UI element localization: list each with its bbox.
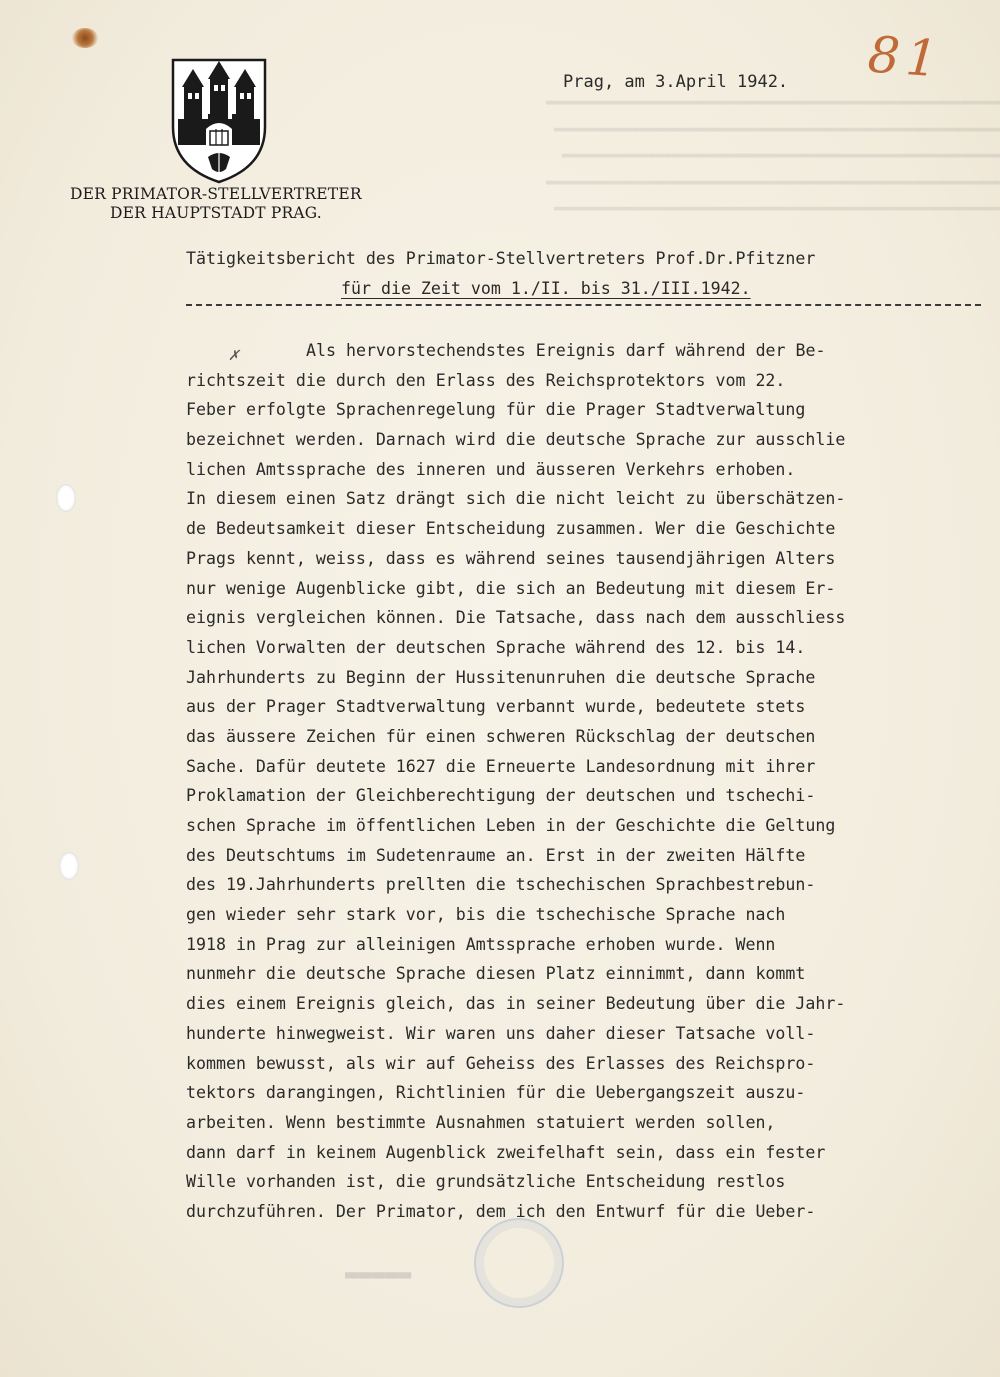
body-line: In diesem einen Satz drängt sich die nicht leicht zu überschätzen-: [186, 489, 846, 509]
rust-stain: [72, 28, 98, 48]
body-line: aus der Prager Stadtverwaltung verbannt wurde, bedeutete stets: [186, 697, 806, 717]
archive-stamp: [474, 1218, 564, 1308]
body-line: gen wieder sehr stark vor, bis die tschechische Sprache nach: [186, 905, 786, 925]
body-line: das äussere Zeichen für einen schweren Rückschlag der deutschen: [186, 726, 816, 746]
office-city: DER HAUPTSTADT PRAG.: [110, 204, 322, 222]
body-line: 1918 in Prag zur alleinigen Amtssprache erhoben wurde. Wenn: [186, 934, 776, 954]
body-line: Jahrhunderts zu Beginn der Hussitenunruhen die deutsche Sprache: [186, 667, 816, 687]
body-line: bezeichnet werden. Darnach wird die deutsche Sprache zur ausschlie: [186, 430, 846, 450]
body-line: schen Sprache im öffentlichen Leben in der Geschichte die Geltung: [186, 816, 836, 835]
body-line: nur wenige Augenblicke gibt, die sich an Bedeutung mit diesem Er-: [186, 578, 836, 598]
bleed-through-number: ▬▬▬▬▬: [345, 1262, 412, 1287]
body-line: Sache. Dafür deutete 1627 die Erneuerte Landesordnung mit ihrer: [186, 756, 816, 776]
body-line: Proklamation der Gleichberechtigung der deutschen und tschechi-: [186, 786, 816, 806]
margin-check-mark: ✗: [228, 348, 240, 364]
body-line: Prags kennt, weiss, dass es während seines tausendjährigen Alters: [186, 548, 836, 568]
body-line: lichen Amtssprache des inneren und äusseren Verkehrs erhoben.: [186, 459, 796, 479]
body-line: dies einem Ereignis gleich, das in seiner Bedeutung über die Jahr-: [186, 994, 846, 1014]
body-line: lichen Vorwalten der deutschen Sprache während des 12. bis 14.: [186, 637, 806, 657]
punch-hole: [56, 484, 76, 512]
body-line: tektors darangingen, Richtlinien für die Uebergangszeit auszu-: [186, 1083, 806, 1103]
body-line: richtszeit die durch den Erlass des Reichsprotektors vom 22.: [186, 370, 786, 390]
body-line: dann darf in keinem Augenblick zweifelhaft sein, dass ein fester: [186, 1142, 826, 1162]
body-line: durchzuführen. Der Primator, dem ich den Entwurf für die Ueber-: [186, 1201, 816, 1221]
folio-number: 81: [866, 25, 946, 89]
body-line: hunderte hinwegweist. Wir waren uns daher dieser Tatsache voll-: [186, 1023, 816, 1043]
document-date: Prag, am 3.April 1942.: [563, 72, 789, 92]
body-line: kommen bewusst, als wir auf Geheiss des Erlasses des Reichspro-: [186, 1053, 816, 1073]
office-title: DER PRIMATOR-STELLVERTRETER: [70, 185, 362, 203]
body-line: arbeiten. Wenn bestimmte Ausnahmen statuiert werden sollen,: [186, 1112, 776, 1132]
body-line: des Deutschtums im Sudetenraume an. Erst in der zweiten Hälfte: [186, 845, 806, 865]
body-line: des 19.Jahrhunderts prellten die tschechischen Sprachbestrebun-: [186, 875, 816, 895]
title-line-1: Tätigkeitsbericht des Primator-Stellvertreters Prof.Dr.Pfitzner: [186, 249, 816, 268]
letterhead: [70, 185, 370, 223]
report-body: [186, 336, 986, 1227]
body-line: Feber erfolgte Sprachenregelung für die Prager Stadtverwaltung: [186, 400, 806, 420]
body-line: de Bedeutsamkeit dieser Entscheidung zusammen. Wer die Geschichte: [186, 519, 836, 539]
title-line-2: für die Zeit vom 1./II. bis 31./III.1942.: [186, 274, 981, 306]
body-line: Als hervorstechendstes Ereignis darf während der Be-: [306, 341, 826, 360]
body-line: Wille vorhanden ist, die grundsätzliche Entscheidung restlos: [186, 1172, 786, 1192]
document-title: [186, 244, 986, 306]
prague-coat-of-arms-icon: [170, 57, 268, 185]
body-line: nunmehr die deutsche Sprache diesen Platz einnimmt, dann kommt: [186, 964, 806, 984]
punch-hole: [59, 852, 79, 880]
body-line: eignis vergleichen können. Die Tatsache, dass nach dem ausschliess: [186, 608, 846, 628]
